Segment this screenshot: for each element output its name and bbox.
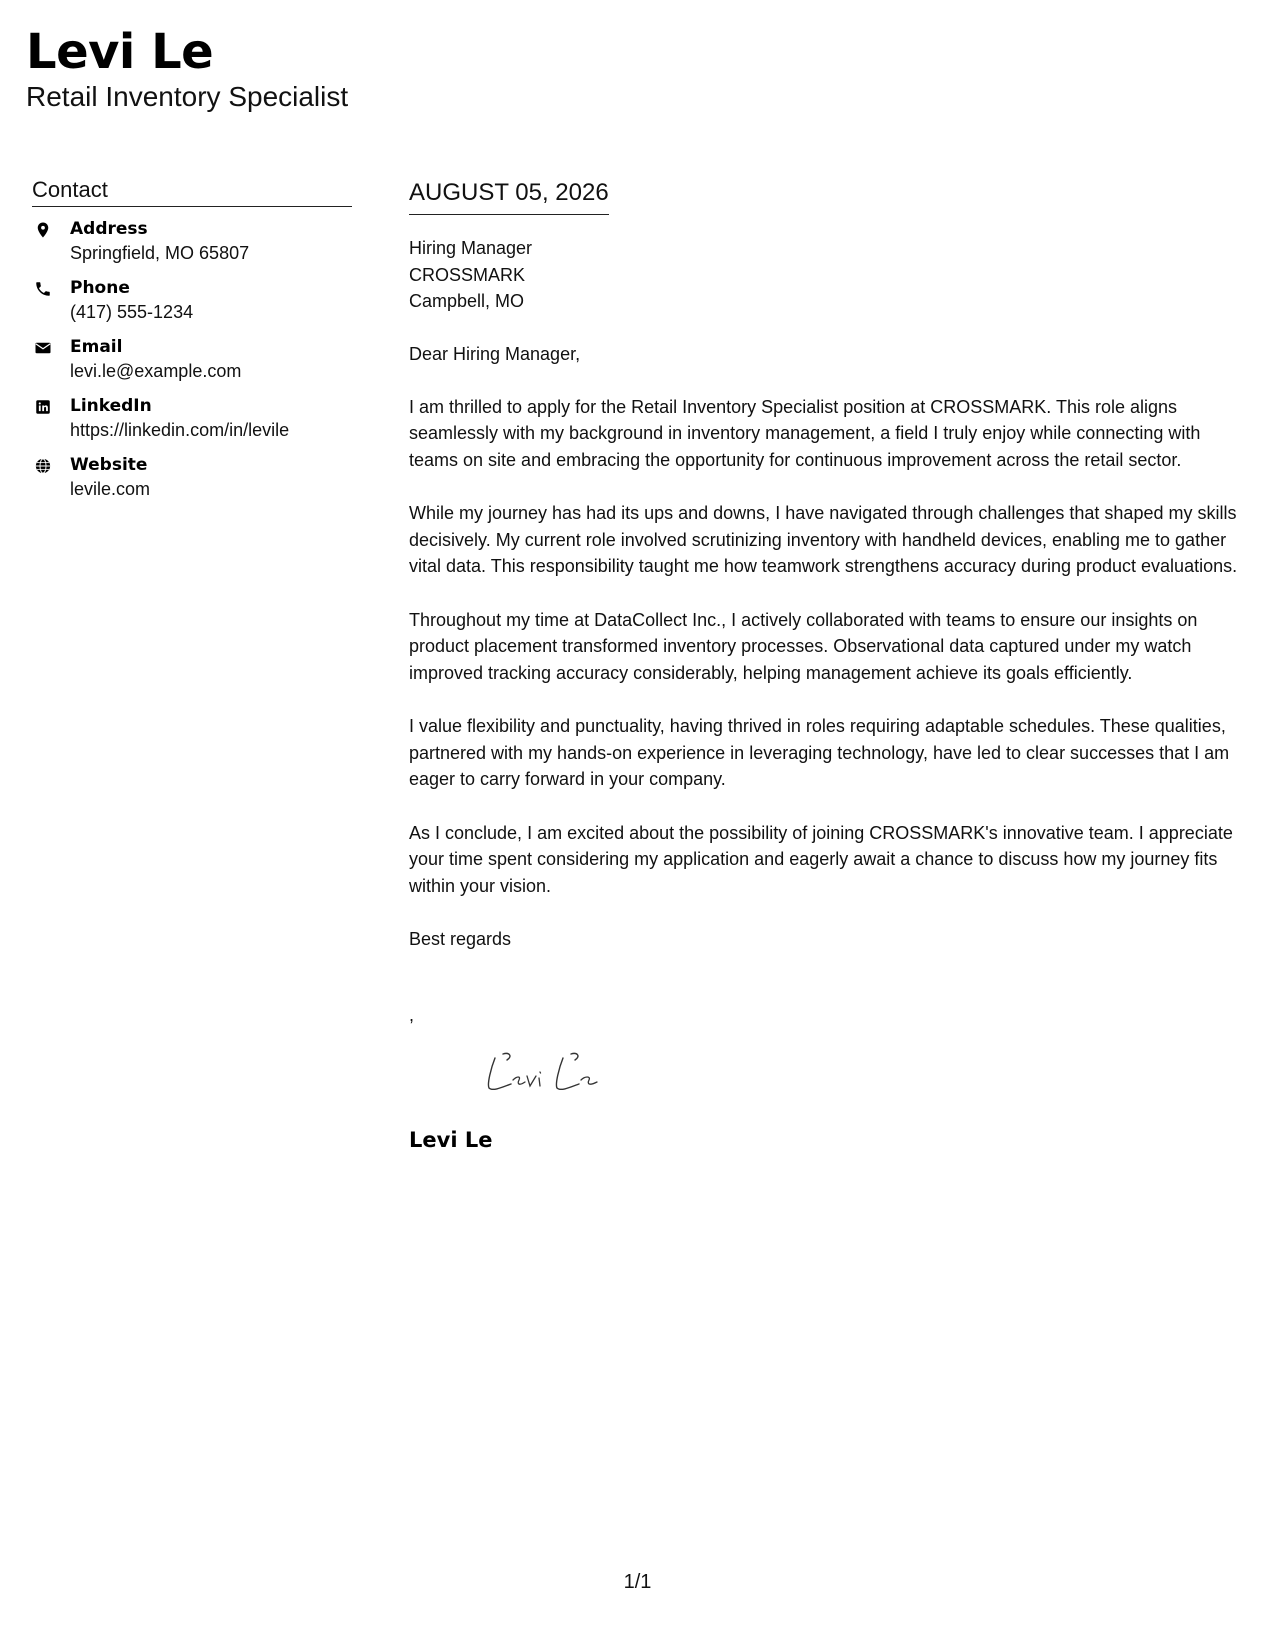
body-paragraph: While my journey has had its ups and downs, I have navigated through challenges that shaped my skills decisively. My current role involved scrutinizing inventory with handheld devices, enabling me to gather vital data. This responsibility taught me how teamwork strengthens accuracy during product evaluations. [409, 503, 1238, 576]
contact-heading: Contact [32, 176, 352, 207]
phone-value: (417) 555-1234 [70, 302, 194, 322]
date-block [409, 178, 609, 215]
closing-comma: , [409, 1005, 415, 1025]
letter-date: AUGUST 05, 2026 [409, 179, 609, 206]
body-paragraph: Throughout my time at DataCollect Inc., I actively collaborated with teams to ensure our insights on product placement transformed inventory processes. Observational data captured under my watch improved tracking accuracy considerably, helping management achieve its goals efficiently. [409, 609, 1198, 683]
body-paragraph: As I conclude, I am excited about the possibility of joining CROSSMARK's innovative team. I appreciate your time spent considering my application and eagerly await a chance to discuss how my journey fits within your vision. [409, 822, 1233, 896]
linkedin-icon [32, 396, 54, 418]
email-value: levi.le@example.com [70, 361, 242, 381]
contact-item-email [32, 335, 352, 383]
contact-item-website [32, 453, 352, 501]
recipient-line: CROSSMARK [409, 264, 526, 285]
address-value: Springfield, MO 65807 [70, 243, 250, 263]
globe-icon [32, 455, 54, 477]
contact-list [32, 217, 352, 501]
envelope-icon [32, 337, 54, 359]
contact-label: Email [70, 337, 123, 357]
closing: Best regards [409, 929, 512, 949]
contact-label: LinkedIn [70, 396, 152, 416]
signoff-name: Levi Le [409, 1128, 493, 1152]
linkedin-value: https://linkedin.com/in/levile [70, 420, 290, 440]
header [26, 24, 348, 114]
applicant-name: Levi Le [26, 24, 214, 80]
contact-label: Address [70, 219, 148, 239]
recipient-block [409, 235, 1239, 315]
contact-item-address [32, 217, 352, 265]
recipient-line: Campbell, MO [409, 291, 525, 311]
location-pin-icon [32, 219, 54, 241]
letter-body [409, 178, 1239, 1154]
contact-item-linkedin [32, 394, 352, 442]
salutation: Dear Hiring Manager, [409, 343, 581, 364]
contact-label: Website [70, 455, 148, 475]
contact-sidebar [32, 176, 352, 512]
body-paragraph: I value flexibility and punctuality, having thrived in roles requiring adaptable schedules. These qualities, partnered with my hands-on experience in leveraging technology, have led to clear successes that I am eager to carry forward in your company. [409, 716, 1230, 789]
body-paragraph: I am thrilled to apply for the Retail Inventory Specialist position at CROSSMARK. This role aligns seamlessly with my background in inventory management, a field I truly enjoy while connecting with teams on site and embracing the opportunity for continuous improvement across the retail sector. [409, 396, 1201, 470]
website-value: levile.com [70, 479, 151, 499]
contact-item-phone [32, 276, 352, 324]
applicant-title: Retail Inventory Specialist [26, 81, 349, 112]
recipient-line: Hiring Manager [409, 238, 533, 258]
handwritten-signature [483, 1046, 1239, 1098]
page-number: 1/1 [623, 1571, 652, 1593]
phone-icon [32, 278, 54, 300]
contact-label: Phone [70, 278, 130, 298]
